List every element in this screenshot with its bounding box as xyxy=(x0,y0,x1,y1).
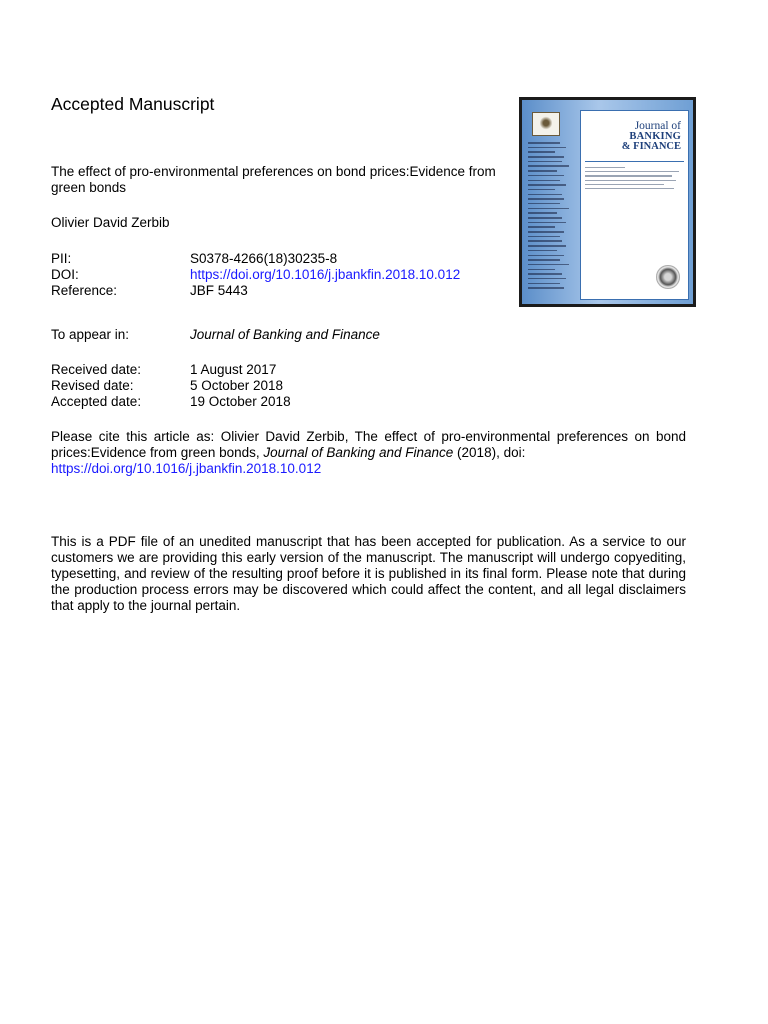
cover-side-text xyxy=(528,142,573,292)
article-title: The effect of pro-environmental preferences on bond prices:Evidence from green bonds xyxy=(51,164,496,195)
accepted-value: 19 October 2018 xyxy=(190,394,291,409)
reference-label: Reference: xyxy=(51,283,118,298)
author-name: Olivier David Zerbib xyxy=(51,215,170,230)
publisher-logo-icon xyxy=(532,112,560,136)
citation-paragraph xyxy=(51,429,686,477)
cover-title-line2: BANKING xyxy=(629,131,681,142)
received-label: Received date: xyxy=(51,362,142,377)
pii-value: S0378-4266(18)30235-8 xyxy=(190,251,338,266)
cover-seal-icon xyxy=(656,265,680,289)
manuscript-heading: Accepted Manuscript xyxy=(51,94,215,114)
citation-journal: Journal of Banking and Finance xyxy=(263,445,454,460)
reference-value: JBF 5443 xyxy=(190,283,248,298)
cover-journal-title xyxy=(622,121,681,152)
revised-label: Revised date: xyxy=(51,378,134,393)
disclaimer-paragraph: This is a PDF file of an unedited manuscript that has been accepted for publication. As a service to our customers we are providing this early version of the manuscript. The manuscript will undergo copyediting, typesetting, and review of the resulting proof before it is published in its final form. Please note that during the production process errors may be discovered which could affect the content, and all legal disclaimers that apply to the journal pertain. xyxy=(51,534,686,613)
cover-title-line1: Journal of xyxy=(634,120,681,132)
cover-contents xyxy=(585,161,684,192)
journal-name: Journal of Banking and Finance xyxy=(190,327,380,342)
doi-label: DOI: xyxy=(51,267,79,282)
pii-label: PII: xyxy=(51,251,72,266)
cover-page-panel xyxy=(580,110,689,300)
cover-title-line3: & FINANCE xyxy=(621,141,681,152)
journal-cover-image xyxy=(519,97,696,307)
accepted-label: Accepted date: xyxy=(51,394,142,409)
citation-doi-link[interactable]: https://doi.org/10.1016/j.jbankfin.2018.10.012 xyxy=(51,461,322,476)
cover-sidebar xyxy=(522,100,577,304)
cover-background xyxy=(522,100,693,304)
revised-value: 5 October 2018 xyxy=(190,378,284,393)
received-value: 1 August 2017 xyxy=(190,362,277,377)
doi-link[interactable]: https://doi.org/10.1016/j.jbankfin.2018.10.012 xyxy=(190,267,461,282)
citation-prefix: Please cite this article as: Olivier David Zerbib, The effect of pro-environmental preferences on bond prices:Evidence from green bonds, xyxy=(51,429,686,460)
to-appear-label: To appear in: xyxy=(51,327,130,342)
citation-suffix: (2018), doi: xyxy=(457,445,526,460)
